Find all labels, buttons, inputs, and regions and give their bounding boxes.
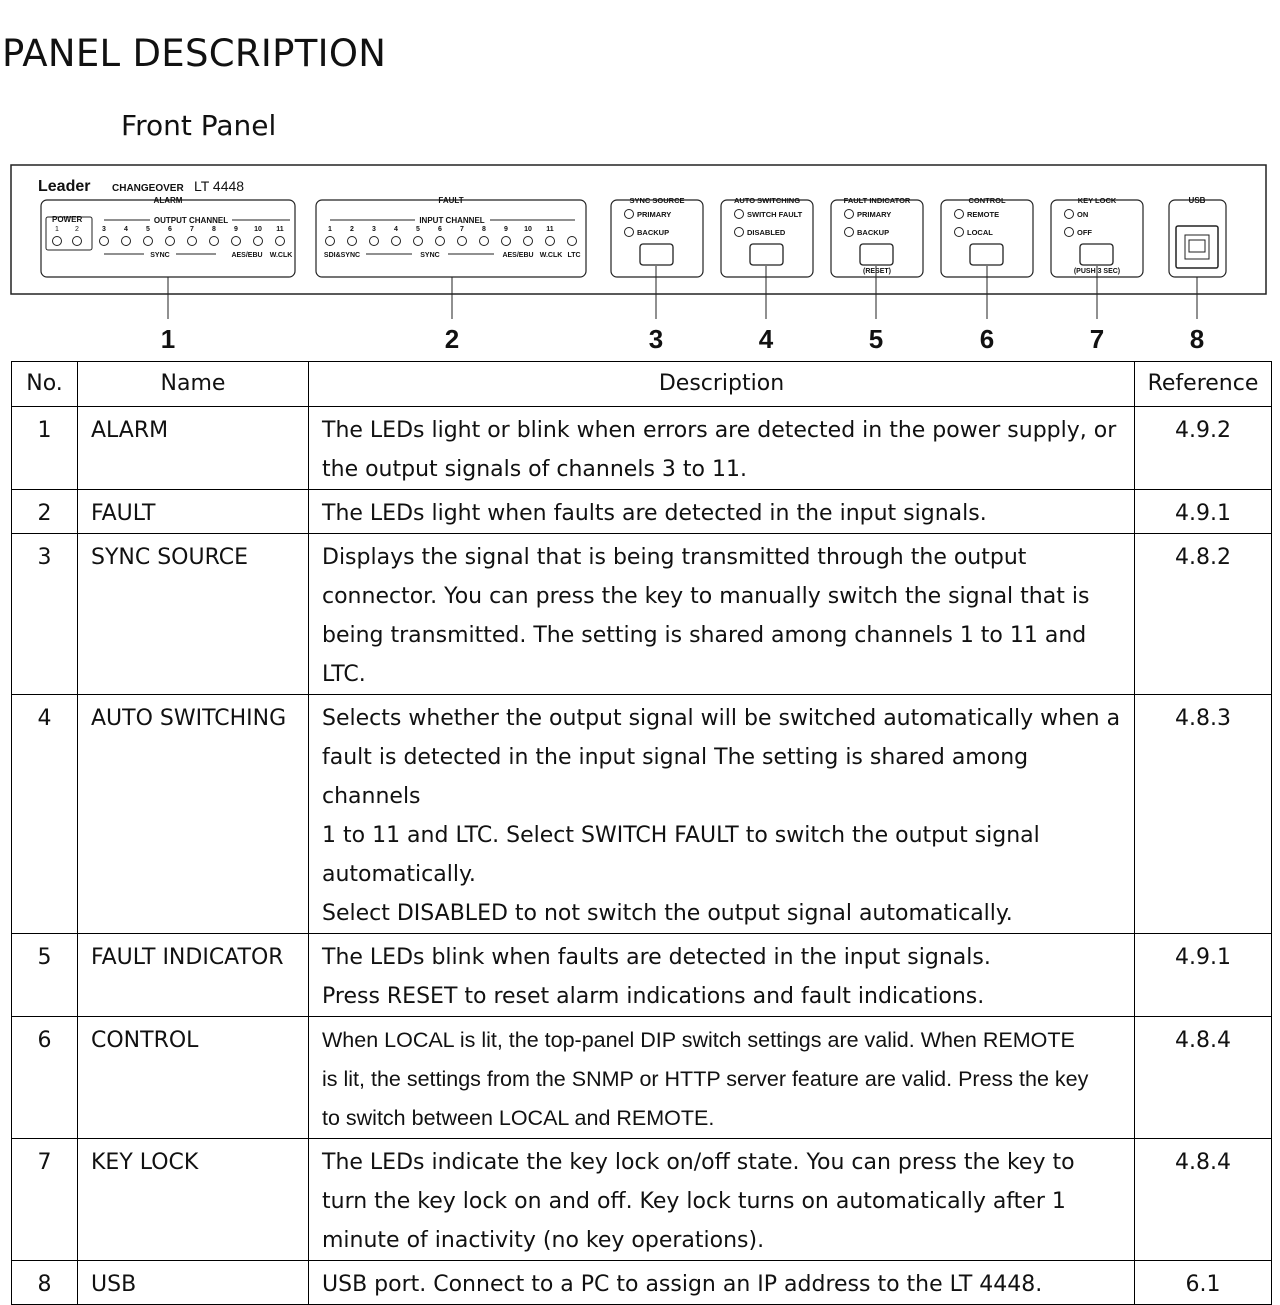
description-line: connector. You can press the key to manually switch the signal that is (322, 584, 1090, 609)
callout-number-6: 6 (979, 324, 995, 354)
callout-number-7: 7 (1089, 324, 1105, 354)
row-reference: 4.8.2 (1135, 534, 1272, 695)
input-channel-label: INPUT CHANNEL (419, 216, 485, 225)
table-row (12, 490, 1272, 534)
header-name: Name (78, 362, 309, 407)
alarm-aesebu-label: AES/EBU (231, 252, 263, 259)
model-type: CHANGEOVER (112, 183, 184, 194)
fault-led (436, 237, 445, 246)
description-line: The LEDs blink when faults are detected in the input signals. (322, 945, 991, 970)
alarm-channel-number: 6 (168, 226, 172, 233)
row-reference: 4.8.3 (1135, 695, 1272, 934)
fault-led (480, 237, 489, 246)
table-row (12, 695, 1272, 934)
row-name: AUTO SWITCHING (78, 695, 309, 934)
key-lock-note: (PUSH 3 SEC) (1073, 268, 1121, 275)
fault-ltc-label: LTC (567, 252, 581, 259)
header-description: Description (309, 362, 1135, 407)
header-no: No. (12, 362, 78, 407)
auto-switching-label: AUTO SWITCHING (733, 196, 801, 205)
callout-number-4: 4 (758, 324, 774, 354)
description-line: The LEDs indicate the key lock on/off state. You can press the key to (322, 1150, 1075, 1175)
fault-channel-number: 2 (350, 226, 354, 233)
row-number: 7 (12, 1139, 78, 1261)
alarm-label: ALARM (153, 196, 183, 205)
row-reference: 4.9.1 (1135, 934, 1272, 1017)
page-title: PANEL DESCRIPTION (2, 32, 387, 75)
description-line: Selects whether the output signal will be switched automatically when a (322, 706, 1121, 731)
description-line: to switch between LOCAL and REMOTE. (322, 1106, 715, 1130)
row-description (309, 1139, 1135, 1261)
callout-number-2: 2 (444, 324, 460, 354)
row-description (309, 407, 1135, 490)
description-line: the output signals of channels 3 to 11. (322, 457, 747, 482)
sync-source-option-2: BACKUP (637, 228, 670, 237)
row-description (309, 490, 1135, 534)
auto-switching-led-2 (735, 228, 744, 237)
row-description (309, 1017, 1135, 1139)
control-group (941, 196, 1033, 277)
row-number: 8 (12, 1261, 78, 1305)
description-line: 1 to 11 and LTC. Select SWITCH FAULT to switch the output signal (322, 823, 1040, 848)
auto-switching-option-2: DISABLED (747, 228, 786, 237)
svg-text:1: 1 (55, 226, 59, 233)
table-row (12, 534, 1272, 695)
row-reference: 4.9.2 (1135, 407, 1272, 490)
callout-number-1: 1 (160, 324, 176, 354)
fault-indicator-note: (RESET) (863, 268, 891, 275)
description-line: is lit, the settings from the SNMP or HTTP server feature are valid. Press the key (322, 1067, 1089, 1091)
alarm-channel-number: 10 (254, 226, 262, 233)
alarm-channel-number: 5 (146, 226, 150, 233)
table-row (12, 1017, 1272, 1139)
fault-led (348, 237, 357, 246)
row-description (309, 934, 1135, 1017)
power-label: POWER (52, 215, 83, 224)
section-subtitle: Front Panel (121, 109, 277, 142)
auto-switching-key-button[interactable] (750, 244, 783, 265)
alarm-led (144, 237, 153, 246)
fault-channel-number: 10 (524, 226, 532, 233)
callout-number-5: 5 (868, 324, 884, 354)
row-number: 4 (12, 695, 78, 934)
fault-channel-number: 3 (372, 226, 376, 233)
description-table (11, 361, 1272, 1305)
alarm-led (232, 237, 241, 246)
fault-indicator-option-2: BACKUP (857, 228, 890, 237)
usb-port-icon (1176, 226, 1218, 268)
row-number: 1 (12, 407, 78, 490)
table-row (12, 934, 1272, 1017)
fault-channel-number: 4 (394, 226, 398, 233)
auto-switching-led-1 (735, 210, 744, 219)
alarm-led (188, 237, 197, 246)
control-option-2: LOCAL (967, 228, 993, 237)
alarm-led (122, 237, 131, 246)
sync-source-label: SYNC SOURCE (629, 196, 685, 205)
sync-source-led-2 (625, 228, 634, 237)
fault-sync-label: SYNC (420, 252, 440, 259)
table-row (12, 407, 1272, 490)
description-line: Select DISABLED to not switch the output signal automatically. (322, 901, 1013, 926)
fault-label: FAULT (438, 196, 464, 205)
fault-group (316, 196, 586, 277)
row-name: KEY LOCK (78, 1139, 309, 1261)
control-led-2 (955, 228, 964, 237)
fault-led (524, 237, 533, 246)
sync-source-key-button[interactable] (640, 244, 673, 265)
alarm-group (41, 196, 295, 277)
callout-number-3: 3 (648, 324, 664, 354)
description-line: fault is detected in the input signal The setting is shared among channels (322, 745, 1029, 809)
fault-channel-number: 1 (328, 226, 332, 233)
fault-led (392, 237, 401, 246)
fault-channel-number: 11 (546, 226, 554, 233)
fault-indicator-group (831, 196, 923, 277)
output-channel-label: OUTPUT CHANNEL (153, 216, 229, 225)
header-reference: Reference (1135, 362, 1272, 407)
description-line: The LEDs light when faults are detected in the input signals. (322, 501, 987, 526)
alarm-sync-label: SYNC (150, 252, 170, 259)
fault-channel-number: 7 (460, 226, 464, 233)
table-row (12, 1261, 1272, 1305)
key-lock-option-2: OFF (1077, 228, 1092, 237)
row-name: FAULT INDICATOR (78, 934, 309, 1017)
fault-indicator-key-button[interactable] (860, 244, 893, 265)
fault-channel-number: 9 (504, 226, 508, 233)
alarm-channel-number: 7 (190, 226, 194, 233)
key-lock-group (1051, 196, 1143, 277)
fault-indicator-option-1: PRIMARY (857, 210, 892, 219)
sync-source-option-1: PRIMARY (637, 210, 672, 219)
row-reference: 6.1 (1135, 1261, 1272, 1305)
sync-source-group (611, 196, 703, 277)
fault-led (568, 237, 577, 246)
row-reference: 4.8.4 (1135, 1017, 1272, 1139)
alarm-led (100, 237, 109, 246)
power-led-1 (53, 237, 62, 246)
row-description (309, 695, 1135, 934)
usb-label: USB (1188, 196, 1206, 205)
description-line: LTC. (322, 662, 366, 687)
auto-switching-group (721, 196, 813, 277)
row-name: SYNC SOURCE (78, 534, 309, 695)
fault-indicator-led-2 (845, 228, 854, 237)
row-number: 5 (12, 934, 78, 1017)
row-name: CONTROL (78, 1017, 309, 1139)
fault-led (414, 237, 423, 246)
description-line: USB port. Connect to a PC to assign an IP address to the LT 4448. (322, 1272, 1043, 1297)
row-reference: 4.9.1 (1135, 490, 1272, 534)
alarm-channel-number: 4 (124, 226, 128, 233)
alarm-channel-number: 3 (102, 226, 106, 233)
description-line: Displays the signal that is being transmitted through the output (322, 545, 1027, 570)
alarm-led (166, 237, 175, 246)
power-led-2 (73, 237, 82, 246)
alarm-led (254, 237, 263, 246)
model-name: LT 4448 (194, 178, 245, 194)
brand-logo: Leader (38, 178, 91, 195)
fault-led (326, 237, 335, 246)
control-option-1: REMOTE (967, 210, 1000, 219)
fault-indicator-led-1 (845, 210, 854, 219)
alarm-channel-number: 9 (234, 226, 238, 233)
fault-led (458, 237, 467, 246)
row-name: USB (78, 1261, 309, 1305)
fault-sdisync-label: SDI&SYNC (323, 252, 361, 259)
row-number: 3 (12, 534, 78, 695)
row-reference: 4.8.4 (1135, 1139, 1272, 1261)
fault-led (502, 237, 511, 246)
row-number: 6 (12, 1017, 78, 1139)
alarm-led (210, 237, 219, 246)
alarm-led (276, 237, 285, 246)
row-number: 2 (12, 490, 78, 534)
description-line: being transmitted. The setting is shared among channels 1 to 11 and (322, 623, 1087, 648)
fault-indicator-label: FAULT INDICATOR (843, 196, 911, 205)
row-description (309, 534, 1135, 695)
callout-number-8: 8 (1189, 324, 1205, 354)
description-line: turn the key lock on and off. Key lock turns on automatically after 1 (322, 1189, 1066, 1214)
fault-channel-number: 6 (438, 226, 442, 233)
key-lock-label: KEY LOCK (1077, 196, 1117, 205)
description-line: minute of inactivity (no key operations). (322, 1228, 765, 1253)
control-label: CONTROL (968, 196, 1006, 205)
usb-group (1169, 196, 1226, 277)
fault-channel-number: 5 (416, 226, 420, 233)
table-row (12, 1139, 1272, 1261)
description-line: Press RESET to reset alarm indications and fault indications. (322, 984, 985, 1009)
auto-switching-option-1: SWITCH FAULT (747, 210, 803, 219)
key-lock-led-2 (1065, 228, 1074, 237)
fault-aesebu-label: AES/EBU (502, 252, 534, 259)
front-panel-diagram (0, 160, 1280, 360)
row-name: FAULT (78, 490, 309, 534)
description-line: The LEDs light or blink when errors are detected in the power supply, or (322, 418, 1117, 443)
fault-wclk-label: W.CLK (539, 252, 563, 259)
key-lock-led-1 (1065, 210, 1074, 219)
sync-source-led-1 (625, 210, 634, 219)
alarm-channel-number: 11 (276, 226, 284, 233)
fault-channel-number: 8 (482, 226, 486, 233)
row-description (309, 1261, 1135, 1305)
table-header-row (12, 362, 1272, 407)
alarm-wclk-label: W.CLK (269, 252, 293, 259)
fault-led (370, 237, 379, 246)
row-name: ALARM (78, 407, 309, 490)
description-line: automatically. (322, 862, 476, 887)
control-key-button[interactable] (970, 244, 1003, 265)
key-lock-key-button[interactable] (1080, 244, 1113, 265)
control-led-1 (955, 210, 964, 219)
fault-led (546, 237, 555, 246)
description-line: When LOCAL is lit, the top-panel DIP switch settings are valid. When REMOTE (322, 1028, 1075, 1052)
alarm-channel-number: 8 (212, 226, 216, 233)
svg-text:2: 2 (75, 226, 79, 233)
key-lock-option-1: ON (1077, 210, 1089, 219)
